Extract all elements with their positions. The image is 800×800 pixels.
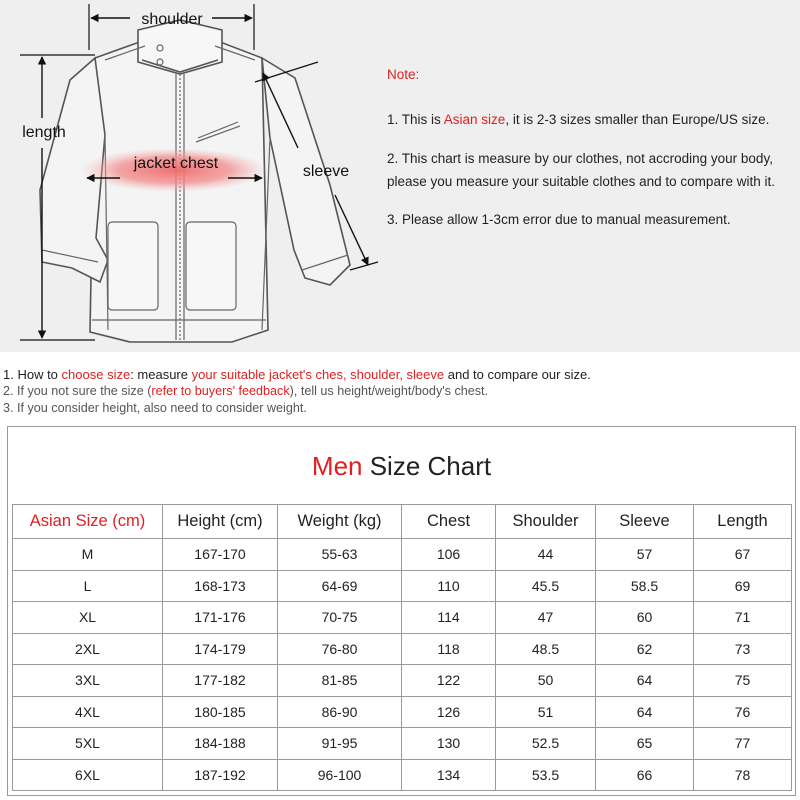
cell-height: 180-185 (163, 696, 278, 728)
cell-chest: 130 (402, 728, 496, 760)
cell-weight: 70-75 (278, 602, 402, 634)
cell-sleeve: 62 (596, 633, 694, 665)
cell-shoulder: 52.5 (496, 728, 596, 760)
header-chest: Chest (402, 505, 496, 539)
cell-length: 73 (694, 633, 792, 665)
cell-size: XL (13, 602, 163, 634)
cell-sleeve: 66 (596, 759, 694, 791)
cell-chest: 118 (402, 633, 496, 665)
cell-chest: 106 (402, 539, 496, 571)
cell-weight: 55-63 (278, 539, 402, 571)
cell-weight: 91-95 (278, 728, 402, 760)
cell-chest: 122 (402, 665, 496, 697)
cell-weight: 86-90 (278, 696, 402, 728)
header-sleeve: Sleeve (596, 505, 694, 539)
cell-size: 2XL (13, 633, 163, 665)
cell-shoulder: 48.5 (496, 633, 596, 665)
cell-length: 71 (694, 602, 792, 634)
cell-weight: 81-85 (278, 665, 402, 697)
cell-sleeve: 58.5 (596, 570, 694, 602)
cell-size: L (13, 570, 163, 602)
sleeve-bottom-tick (350, 262, 378, 270)
cell-chest: 126 (402, 696, 496, 728)
table-header-row (13, 505, 792, 539)
tip-2: 2. If you not sure the size (refer to buyers' feedback), tell us height/weight/body's chest. (3, 384, 489, 398)
cell-height: 174-179 (163, 633, 278, 665)
cell-height: 187-192 (163, 759, 278, 791)
cell-shoulder: 47 (496, 602, 596, 634)
cell-weight: 64-69 (278, 570, 402, 602)
tip-3: 3. If you consider height, also need to consider weight. (3, 401, 307, 415)
cell-length: 77 (694, 728, 792, 760)
cell-sleeve: 60 (596, 602, 694, 634)
table-row (13, 539, 792, 571)
note-title: Note: (387, 67, 420, 82)
cell-sleeve: 65 (596, 728, 694, 760)
cell-height: 184-188 (163, 728, 278, 760)
cell-chest: 134 (402, 759, 496, 791)
chest-label: jacket chest (133, 155, 219, 172)
cell-size: M (13, 539, 163, 571)
cell-height: 177-182 (163, 665, 278, 697)
cell-length: 67 (694, 539, 792, 571)
cell-weight: 76-80 (278, 633, 402, 665)
cell-height: 171-176 (163, 602, 278, 634)
sizing-tips (3, 366, 798, 417)
sleeve-label: sleeve (302, 163, 350, 180)
header-length: Length (694, 505, 792, 539)
chart-title: Men Size Chart (311, 451, 492, 481)
cell-chest: 110 (402, 570, 496, 602)
table-row (13, 570, 792, 602)
note-line-3: 3. Please allow 1-3cm error due to manual measurement. (387, 212, 731, 227)
measurement-panel (0, 0, 800, 352)
cell-length: 75 (694, 665, 792, 697)
note-line-1: 1. This is Asian size, it is 2-3 sizes smaller than Europe/US size. (387, 112, 770, 127)
table-row (13, 665, 792, 697)
cell-length: 78 (694, 759, 792, 791)
length-label: length (22, 124, 66, 141)
cell-shoulder: 45.5 (496, 570, 596, 602)
cell-size: 5XL (13, 728, 163, 760)
cell-weight: 96-100 (278, 759, 402, 791)
cell-size: 6XL (13, 759, 163, 791)
tip-1: 1. How to choose size: measure your suitable jacket's ches, shoulder, sleeve and to compare our size. (3, 367, 591, 382)
notes-panel (387, 66, 797, 247)
cell-shoulder: 50 (496, 665, 596, 697)
header-shoulder: Shoulder (496, 505, 596, 539)
cell-sleeve: 64 (596, 665, 694, 697)
table-row (13, 633, 792, 665)
table-row (13, 728, 792, 760)
size-chart (7, 426, 796, 796)
jacket-diagram (0, 0, 380, 352)
note-line-2: 2. This chart is measure by our clothes, not accroding your body, please you measure your suitable clothes and to compare with it. (387, 151, 775, 189)
asian-size-highlight: Asian size (443, 112, 506, 127)
table-row (13, 696, 792, 728)
cell-shoulder: 44 (496, 539, 596, 571)
cell-sleeve: 57 (596, 539, 694, 571)
size-table (12, 504, 792, 791)
cell-length: 69 (694, 570, 792, 602)
cell-height: 167-170 (163, 539, 278, 571)
cell-size: 3XL (13, 665, 163, 697)
header-weight: Weight (kg) (278, 505, 402, 539)
cell-sleeve: 64 (596, 696, 694, 728)
table-row (13, 602, 792, 634)
cell-shoulder: 51 (496, 696, 596, 728)
cell-shoulder: 53.5 (496, 759, 596, 791)
cell-chest: 114 (402, 602, 496, 634)
cell-height: 168-173 (163, 570, 278, 602)
cell-size: 4XL (13, 696, 163, 728)
table-row (13, 759, 792, 791)
shoulder-label: shoulder (141, 11, 203, 28)
header-asian-size: Asian Size (cm) (13, 505, 163, 539)
cell-length: 76 (694, 696, 792, 728)
header-height: Height (cm) (163, 505, 278, 539)
